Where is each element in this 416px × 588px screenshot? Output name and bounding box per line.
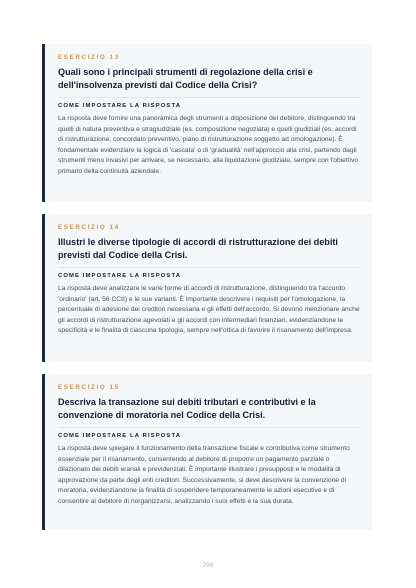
exercise-card-14	[42, 214, 372, 362]
exercise-card-13	[42, 44, 372, 202]
exercise-card-15	[42, 374, 372, 530]
divider	[58, 97, 360, 98]
exercise-label: ESERCIZIO 13	[58, 54, 120, 61]
answer-text: La risposta deve fornire una panoramica degli strumenti a disposizione del debitore, distinguendo tra quelli di natura preventiva e stragiudiziale (es. composizione negoziata) e quelli giudiziali (es. accordi di ristrutturazione, concordato preventivo, piano di ristrutturazione soggetto ad omologazione). È fondamentale evidenziare la logica di 'cascata' o di 'gradualità' nell'approccio alla crisi, partendo dagli strumenti meno invasivi per arrivare, se necessario, alla liquidazione giudiziale, sempre con l'obiettivo primario della continuità aziendale.	[58, 115, 359, 175]
divider	[58, 267, 360, 268]
exercise-question: Illustri le diverse tipologie di accordi di ristrutturazione dei debiti previsti dal Codice della Crisi.	[58, 237, 338, 260]
divider	[58, 427, 360, 428]
answer-text: La risposta deve analizzare le varie forme di accordi di ristrutturazione, distinguendo tra l'accordo 'ordinario' (art. 56 CCII) e le sue varianti. È importante descrivere i requisiti per l'omologazione, la percentuale di adesione dei creditori necessaria e gli effetti dell'accordo. Si devono menzionare anche gli accordi di ristrutturazione agevolati e gli accordi con intermediari finanziari, evidenziandone le specificità e le finalità di ciascuna tipologia, sempre nell'ottica di favorire il risanamento dell'impresa.	[58, 285, 360, 334]
exercise-question: Descriva la transazione sui debiti tributari e contributivi e la convenzione di moratoria nel Codice della Crisi.	[58, 397, 316, 420]
exercise-question: Quali sono i principali strumenti di regolazione della crisi e dell'insolvenza previsti dal Codice della Crisi?	[58, 67, 313, 90]
answer-heading: COME IMPOSTARE LA RISPOSTA	[58, 433, 182, 439]
answer-heading: COME IMPOSTARE LA RISPOSTA	[58, 103, 182, 109]
exercise-label: ESERCIZIO 14	[58, 224, 120, 231]
exercise-label: ESERCIZIO 15	[58, 384, 120, 391]
answer-heading: COME IMPOSTARE LA RISPOSTA	[58, 273, 182, 279]
page-number: 296	[202, 562, 214, 569]
answer-text: La risposta deve spiegare il funzionamento della transazione fiscale e contributiva come strumento essenziale per il risanamento, consentendo al debitore di proporre un pagamento parziale o dilazionato dei debiti erariali e previdenziali. È importante illustrare i presupposti e le modalità di approvazione da parte degli enti creditori. Successivamente, si deve descrivere la convenzione di moratoria, evidenziandone la finalità di sospendere temporaneamente le azioni esecutive e di consentire al debitore di riorganizzarsi, analizzando i suoi effetti e la sua durata.	[58, 445, 350, 505]
